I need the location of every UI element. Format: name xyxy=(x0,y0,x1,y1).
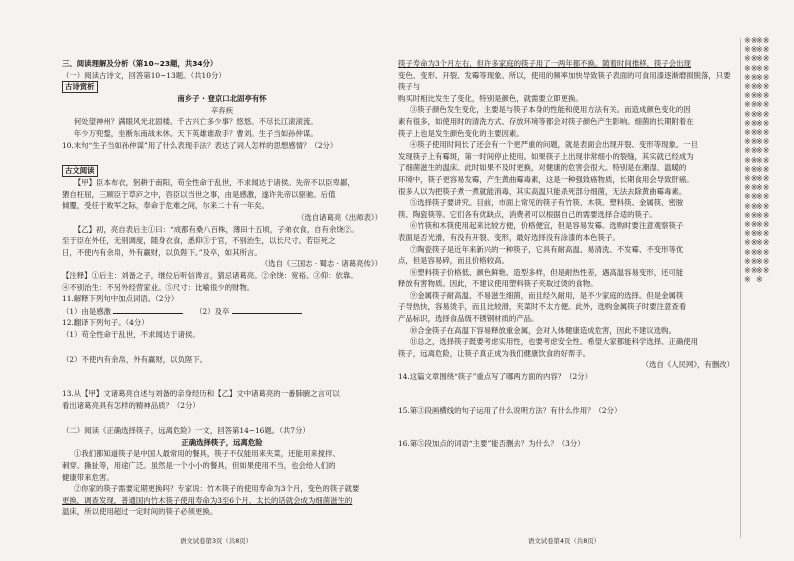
jia-text-line: 猥自枉屈，三顾臣于草庐之中，咨臣以当世之事，由是感激，遂许先帝以驱驰。后值 xyxy=(62,189,336,199)
article-line: ⑦陶瓷筷子是近年来新兴的一种筷子，它具有耐高温、易清洗、不发霉、不变形等优 xyxy=(409,244,684,254)
question-12-1: （1）苟全性命于乱世，不求闻达于诸侯。 xyxy=(62,329,200,339)
article-line: 筷子，远离危险，让筷子真正成为我们健康饮食的好帮手。 xyxy=(398,348,591,358)
question-13-line: 13.从【甲】文诸葛亮自述与刘备的亲身经历和【乙】文中诸葛亮的一番肺腑之言可以 xyxy=(62,389,340,399)
jia-text-line: 倾覆，受任于败军之际，奉命于危难之间，尔来二十有一年矣。 xyxy=(62,201,269,211)
article-line: 表面是否光滑，有没有开裂、变形，最好选择没有涂漆的本色筷子。 xyxy=(398,232,620,242)
article-line: ②你家的筷子需要定期更换吗？专家说：竹木筷子的使用寿命为3个月，变色的筷子就要 xyxy=(73,484,360,494)
left-column xyxy=(62,58,382,518)
article-line: 点，但是容易碎，而且价格较高。 xyxy=(398,256,509,266)
article-line: 筷子上也是发生颜色变化的主要因素。 xyxy=(398,128,524,138)
article-line: ⑤选择筷子要讲究。目前，市面上常见的筷子有竹筷、木筷、塑料筷、金属筷、密胺 xyxy=(409,198,684,208)
poem-title: 南乡子 · 登京口北固亭有怀 xyxy=(177,94,267,104)
answer-blank[interactable] xyxy=(232,305,302,314)
article-line: 素有很多，如使用时的清洗方式、存放环境等都会对筷子颜色产生影响。细菌的长期附着在 xyxy=(398,116,694,126)
article-line: 温床，所以使用超过一定时间的筷子必须更换。 xyxy=(62,507,218,517)
article-line: 发现筷子上有霉斑，第一时间停止使用。如果筷子上出现非常细小的裂缝，其实就已经成为 xyxy=(398,151,694,161)
article-line: 更换，调查发现，普通国内竹木筷子使用寿命为3至6个月，太长的话就会成为细菌滋生的 xyxy=(62,495,353,505)
part1-intro: （一）阅读古诗文，回答第10~13题。（共10分） xyxy=(62,70,226,80)
binding-margin-marks: ※※※※※※※※※※※※※※※※※※※※※※※※※※※※※※※※※※※※※※※※※※※※※※※※※※※※※ xyxy=(756,36,770,285)
question-16: 16.第⑤段加点的词语“主要”能否删去？为什么？（3分） xyxy=(398,439,585,449)
binding-margin-marks: ※※※※※※※※※※※※※※※※※※※※※※※※※※※※※※※※※※※※※※※※※※※※※※※※※※※※※ xyxy=(744,36,758,285)
page-footer-left: 语文试卷第3页（共8页） xyxy=(180,537,253,545)
question-15: 15.第③段画横线的句子运用了什么说明方法？有什么作用？（2分） xyxy=(398,405,622,415)
right-column xyxy=(398,58,734,450)
article-line: ③筷子颜色发生变化，主要是与筷子本身的性能和使用方法有关。而造成颜色变化的因 xyxy=(409,105,691,115)
article-line: ⑨金属筷子耐高温、不易滋生细菌，而且经久耐用，是不少家庭的选择。但是金属筷 xyxy=(409,290,684,300)
article-line: 筷、陶瓷筷等。它们各有优缺点，消费者可以根据自己的需要选择合适的筷子。 xyxy=(398,209,657,219)
answer-blank[interactable] xyxy=(113,305,183,314)
jia-label: 【甲】 xyxy=(73,178,97,188)
yi-label: 【乙】 xyxy=(73,224,97,234)
question-11-items: （1）由是感激 （2）及卒 xyxy=(62,305,382,318)
article-line: 环境中，筷子更容易发霉，产生黄曲霉毒素，这是一种强致癌物质，长期食用会导致肝癌。 xyxy=(398,174,694,184)
yi-text-line: 【乙】初，亮自表后主①曰：“成都有桑八百株，薄田十五顷，子弟衣食，自有余饶②。 xyxy=(73,224,359,234)
binding-margin-line xyxy=(740,38,741,538)
poem-box-label: 古诗赏析 xyxy=(62,81,98,93)
prose-box-label: 古文阅读 xyxy=(62,165,98,177)
question-12: 12.翻译下列句子。（4分） xyxy=(62,318,149,328)
question-11: 11.解释下列句中加点词语。（2分） xyxy=(62,294,179,304)
article-line: 健康带来危害。 xyxy=(62,472,114,482)
article-line: ⑧塑料筷子价格低、颜色鲜艳、造型多样，但是耐热性差，遇高温容易变形，还可能 xyxy=(409,267,684,277)
article-line: 了细菌滋生的温床。此时如果不及时更换，对健康的危害会很大。特别是在潮湿、温暖的 xyxy=(398,163,687,173)
article-line: 变色、变形、开裂、发霉等现象。所以，使用的频率加快导致筷子表面的可食用漆逐渐磨损脱落，只要筷子与 xyxy=(398,70,731,92)
jia-source: （选自诸葛亮《出师表》） xyxy=(297,212,382,222)
poem-line: 何处望神州？满眼风光北固楼。千古兴亡多少事？悠悠。不尽长江滚滚流。 xyxy=(73,117,318,127)
yi-source: （选自《三国志 · 蜀志 · 诸葛亮传》） xyxy=(260,259,382,269)
article-line: ④筷子使用时间长了还会有一个更严重的问题，就是表面会出现开裂、变形等现象。一旦 xyxy=(409,140,699,150)
article-line: 产品标识，选择食品级不锈钢材质的产品。 xyxy=(398,314,539,324)
section-heading: 三、阅读理解及分析（第10~23题，共34分） xyxy=(62,59,218,68)
jia-text-line: 【甲】臣本布衣，躬耕于南阳，苟全性命于乱世，不求闻达于诸侯。先帝不以臣卑鄙， xyxy=(73,178,355,188)
article-title: 正确选择筷子，远离危险 xyxy=(181,437,263,447)
article-line: 子导热快，容易烫手，而且比较滑，夹菜时不太方便。此外，选购金属筷子时要注意查看 xyxy=(398,302,687,312)
question-13-line: 看出诸葛亮具有怎样的精神品质？（2分） xyxy=(62,400,200,410)
page-footer-right: 语文试卷第4页（共8页） xyxy=(528,537,601,545)
notes-line: 【注释】①后主：刘备之子，继位后听信谗言，猜忌诸葛亮。②余饶：宽裕。③仰：依靠。 xyxy=(62,270,358,280)
notes-line: ④不别治生：不另外经营家业。⑤尺寸：比喻很少的财物。 xyxy=(62,282,255,292)
article-line: ①我们都知道筷子是中国人最常用的餐具，筷子不仅能用来夹菜，还能用来搅拌、 xyxy=(73,449,340,459)
article-line: 刺穿、撕扯等，用途广泛。虽然是一个小小的餐具，但如果使用不当，也会给人们的 xyxy=(62,461,336,471)
article-line: 很多人以为把筷子煮一煮就能消毒，其实高温只能杀死部分细菌，无法去除黄曲霉毒素。 xyxy=(398,186,687,196)
article-line: ⑩合金筷子在高温下容易释放重金属，会对人体健康造成危害，因此不建议选购。 xyxy=(409,325,676,335)
question-12-2: （2）不使内有余帛，外有赢财，以负陛下。 xyxy=(62,355,208,365)
article-line: 筷子寿命为3个月左右，但许多家庭的筷子用了一两年都不换。随着时间推移，筷子会出现 xyxy=(398,59,691,68)
article-line: ⑥竹筷和木筷使用起来比较方便，价格便宜，但是容易发霉。选购时要注意观察筷子 xyxy=(409,221,684,231)
part2-intro: （二）阅读《正确选择筷子，远离危险》一文，回答第14~16题。（共7分） xyxy=(62,426,310,436)
yi-text-line: 至于臣在外任，无别调度，随身衣食，悉仰③于官，不别治生，以长尺寸。若臣死之 xyxy=(62,236,336,246)
article-line: ⑪总之，选择筷子既要考虑实用性，也要考虑安全性。希望大家都能科学选择、正确使用 xyxy=(409,337,699,347)
article-source: （选自《人民网》，有删改） xyxy=(641,360,734,370)
question-14: 14.这篇文章围绕“筷子”重点写了哪两方面的内容？（2分） xyxy=(398,372,592,382)
poem-line: 年少万兜鍪，坐断东南战未休。天下英雄谁敌手？曹刘。生子当如孙仲谋。 xyxy=(73,128,318,138)
question-10: 10.末句“生子当如孙仲谋”用了什么表现手法？表达了词人怎样的思想感情？（2分） xyxy=(62,140,338,150)
yi-text-line: 日，不使内有余帛，外有赢财，以负陛下。”及卒，如其所言。 xyxy=(62,247,262,257)
article-line: 购买时相比发生了变化，特别是颜色，就需要立即更换。 xyxy=(398,93,583,103)
article-line: 释放有害物质。因此，不建议使用塑料筷子夹取过烫的食物。 xyxy=(398,279,598,289)
poem-author: 辛弃疾 xyxy=(210,105,234,115)
